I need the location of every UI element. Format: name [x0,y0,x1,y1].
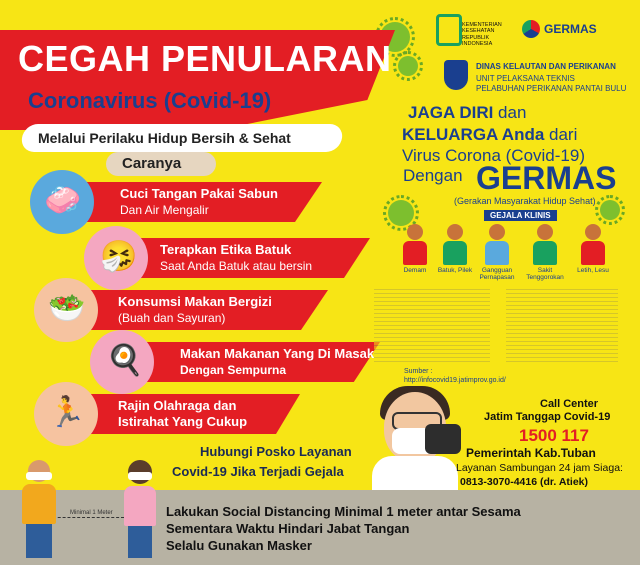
step-2-title: Terapkan Etika Batuk [160,242,292,257]
unit-text: UNIT PELAKSANA TEKNIS [476,74,575,83]
east-java-emblem-icon [444,60,468,90]
virus-icon [600,200,620,220]
symptom-item [574,224,612,274]
symptom-label: Sakit Tenggorokan [526,267,564,282]
telephone-icon [425,424,461,454]
dinas-text: DINAS KELAUTAN DAN PERIKANAN [476,62,616,71]
step-1-title: Cuci Tangan Pakai Sabun [120,186,278,201]
pelabuhan-text: PELABUHAN PERIKANAN PANTAI BULU [476,84,627,93]
page-title: CEGAH PENULARAN [18,38,392,79]
call-center-number: 1500 117 [519,426,589,445]
posko-line-1: Hubungi Posko Layanan [200,444,352,459]
person-left-icon [18,460,58,560]
step-4-title: Makan Makanan Yang Di Masak [180,346,375,361]
kemenkes-logo-icon [436,14,462,46]
call-center-subtitle: Jatim Tanggap Covid-19 [484,411,611,423]
germas-subtitle: (Gerakan Masyarakat Hidup Sehat) [454,196,596,206]
distance-label: Minimal 1 Meter [70,510,113,516]
gejala-title: GEJALA KLINIS [484,210,557,221]
bottom-line-2: Sementara Waktu Hindari Jabat Tangan [166,521,410,536]
pemerintah-title: Pemerintah Kab.Tuban [466,446,596,460]
bottom-line-1: Lakukan Social Distancing Minimal 1 meter antar Sesama [166,504,521,519]
symptom-label: Gangguan Pernapasan [479,267,515,282]
germas-logo-text: GERMAS [544,22,597,36]
person-head [407,224,423,240]
phone-number: 0813-3070-4416 (dr. Atiek) [460,476,589,488]
healthy-food-icon: 🥗 [48,292,86,325]
jaga-line-3: Virus Corona (Covid-19) [402,146,585,165]
symptom-item [436,224,474,274]
tagline: Melalui Perilaku Hidup Bersih & Sehat [38,130,291,146]
info-text-block [506,286,618,364]
germas-heading: GERMAS [476,160,617,196]
layanan-text: Layanan Sambungan 24 jam Siaga: [456,462,623,474]
jaga-line-4: Dengan [403,166,463,185]
person-head [585,224,601,240]
exercise-icon: 🏃 [48,396,86,429]
hand-wash-icon: 🧼 [44,184,82,217]
germas-logo-icon [522,20,540,38]
step-5-detail: Istirahat Yang Cukup [118,414,248,429]
person-body [533,241,557,265]
person-body [581,241,605,265]
symptom-item [526,224,564,281]
person-right-icon [120,460,160,560]
step-1-detail: Dan Air Mengalir [120,203,209,217]
info-text-block [374,286,490,364]
page-subtitle: Coronavirus (Covid-19) [28,88,272,113]
cooking-icon: 🍳 [106,344,144,377]
distance-line [48,517,124,518]
step-3-detail: (Buah dan Sayuran) [118,311,226,325]
sumber-label: Sumber : [404,368,433,375]
caranya-label: Caranya [122,155,182,172]
info-panel [374,286,618,364]
virus-icon [398,56,418,76]
symptom-label: Letih, Lesu [577,267,609,274]
step-5-title: Rajin Olahraga dan [118,398,237,413]
jaga-line-2: KELUARGA Anda dari [402,125,578,144]
symptom-item [396,224,434,274]
jaga-line-1: JAGA DIRI dan [408,103,527,122]
kemenkes-text: KEMENTERIAN KESEHATAN REPUBLIK INDONESIA [462,22,502,47]
person-body [403,241,427,265]
cough-icon: 🤧 [100,240,138,273]
person-head [537,224,553,240]
step-3-title: Konsumsi Makan Bergizi [118,294,272,309]
person-body [443,241,467,265]
bottom-line-3: Selalu Gunakan Masker [166,538,312,553]
symptom-item [478,224,516,281]
posko-line-2: Covid-19 Jika Terjadi Gejala [172,464,344,479]
call-center-title: Call Center [540,398,599,410]
step-2-detail: Saat Anda Batuk atau bersin [160,259,313,273]
step-4-detail: Dengan Sempurna [180,363,287,377]
person-head [489,224,505,240]
virus-icon [388,200,414,226]
symptom-label: Batuk, Pilek [437,267,473,274]
person-head [447,224,463,240]
symptom-label: Demam [403,267,427,274]
person-body [485,241,509,265]
sumber-url: http://infocovid19.jatimprov.go.id/ [404,377,506,384]
